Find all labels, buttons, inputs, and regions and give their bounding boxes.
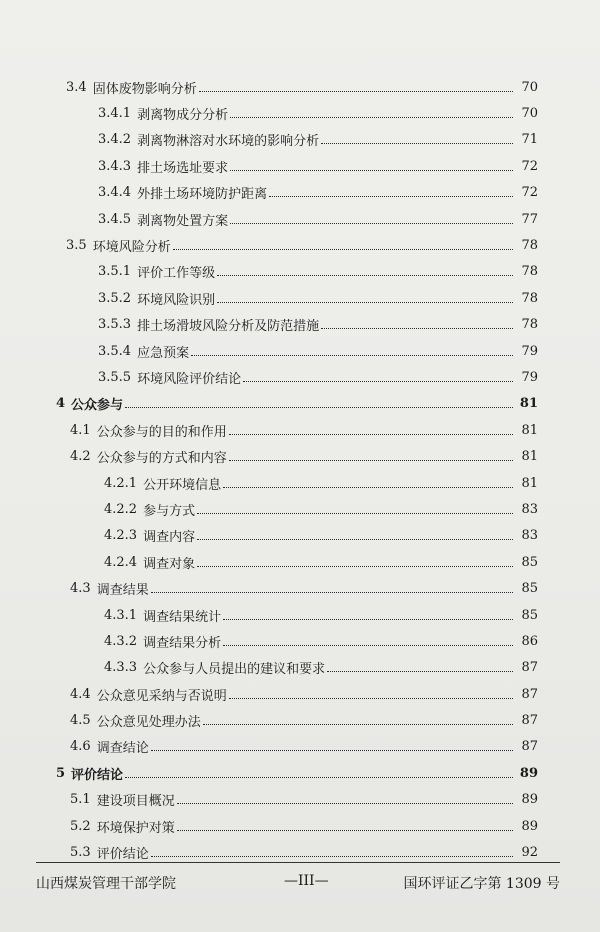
toc-entry-title: 调查结果分析	[143, 635, 222, 651]
toc-entry-title: 评价结论	[71, 767, 124, 783]
toc-entry-page: 83	[521, 501, 538, 517]
toc-entry-title: 排土场滑坡风险分析及防范措施	[137, 319, 320, 335]
toc-entry-page: 78	[521, 290, 538, 306]
toc-entry	[0, 180, 600, 206]
dot-leader	[197, 566, 513, 567]
toc-entry-title: 公众参与的方式和内容	[96, 451, 227, 467]
dot-leader	[269, 196, 513, 197]
toc-entry-page: 70	[521, 79, 538, 95]
toc-entry-title: 调查内容	[143, 530, 196, 546]
toc-entry	[0, 523, 600, 549]
toc-entry	[0, 734, 600, 760]
toc-entry-number: 5.1	[70, 792, 91, 808]
toc-entry-page: 87	[521, 713, 538, 729]
toc-entry-page: 89	[521, 792, 538, 808]
footer-institution: 山西煤炭管理干部学院	[36, 876, 176, 892]
footer-certificate: 国环评证乙字第 1309 号	[403, 876, 560, 892]
toc-entry-number: 3.5.5	[98, 369, 132, 385]
toc-entry-page: 89	[521, 818, 538, 834]
toc-entry-number: 4.2.2	[104, 501, 138, 517]
toc-entry-number: 5.2	[70, 818, 91, 834]
toc-entry	[0, 813, 600, 839]
toc-entry-number: 3.5	[66, 238, 87, 254]
toc-entry	[0, 312, 600, 338]
toc-entry	[0, 100, 600, 126]
toc-entry-page: 78	[521, 238, 538, 254]
toc-entry	[0, 602, 600, 628]
toc-entry-number: 4.4	[70, 686, 91, 702]
toc-entry-title: 环境保护对策	[96, 820, 175, 836]
dot-leader	[177, 830, 513, 831]
toc-entry	[0, 655, 600, 681]
dot-leader	[229, 698, 513, 699]
toc-entry-page: 85	[521, 607, 538, 623]
dot-leader	[173, 249, 513, 250]
toc-entry-title: 环境风险评价结论	[137, 371, 242, 387]
toc-entry-page: 78	[521, 317, 538, 333]
toc-entry-page: 72	[521, 185, 538, 201]
toc-entry-number: 3.4.3	[98, 158, 132, 174]
toc-entry-page: 85	[521, 581, 538, 597]
toc-entry-page: 81	[521, 422, 538, 438]
toc-entry-number: 4.5	[70, 713, 91, 729]
dot-leader	[243, 381, 513, 382]
toc-entry	[0, 153, 600, 179]
dot-leader	[321, 328, 513, 329]
toc-entry-number: 5.3	[70, 845, 91, 861]
toc-entry-page: 87	[521, 739, 538, 755]
dot-leader	[197, 513, 513, 514]
dot-leader	[197, 539, 513, 540]
toc-entry-page: 79	[521, 343, 538, 359]
dot-leader	[229, 434, 513, 435]
toc-entry-number: 3.5.3	[98, 317, 132, 333]
toc-entry-page: 81	[519, 396, 538, 412]
toc-entry-title: 环境风险分析	[92, 240, 171, 256]
dot-leader	[223, 619, 513, 620]
toc-entry	[0, 628, 600, 654]
toc-entry-title: 剥离物处置方案	[137, 213, 229, 229]
table-of-contents	[0, 74, 600, 866]
toc-entry	[0, 417, 600, 443]
toc-entry-title: 公众意见采纳与否说明	[96, 688, 227, 704]
dot-leader	[223, 645, 513, 646]
toc-entry-number: 4.3.3	[104, 660, 138, 676]
toc-entry	[0, 127, 600, 153]
toc-entry-page: 92	[521, 845, 538, 861]
toc-entry-title: 参与方式	[143, 503, 196, 519]
dot-leader	[151, 856, 513, 857]
toc-entry-number: 4.3.1	[104, 607, 138, 623]
footer-page-number: —III—	[284, 873, 329, 889]
toc-entry	[0, 232, 600, 258]
toc-entry-number: 4.2.1	[104, 475, 138, 491]
toc-entry-number: 3.4.1	[98, 106, 132, 122]
toc-entry-number: 4.6	[70, 739, 91, 755]
toc-entry-title: 评价工作等级	[137, 266, 216, 282]
toc-entry-page: 77	[521, 211, 538, 227]
toc-entry-page: 78	[521, 264, 538, 280]
toc-entry-number: 3.5.2	[98, 290, 132, 306]
toc-entry	[0, 206, 600, 232]
toc-entry-number: 3.4	[66, 79, 87, 95]
toc-entry-title: 排土场选址要求	[137, 160, 229, 176]
toc-entry-page: 86	[521, 633, 538, 649]
toc-entry-title: 外排土场环境防护距离	[137, 187, 268, 203]
toc-entry	[0, 74, 600, 100]
toc-entry	[0, 364, 600, 390]
dot-leader	[199, 91, 513, 92]
toc-entry-number: 5	[56, 765, 66, 781]
dot-leader	[229, 460, 513, 461]
toc-entry	[0, 787, 600, 813]
toc-entry-page: 81	[521, 449, 538, 465]
dot-leader	[217, 302, 513, 303]
dot-leader	[217, 275, 513, 276]
toc-entry-page: 87	[521, 686, 538, 702]
toc-entry-title: 环境风险识别	[137, 292, 216, 308]
toc-entry	[0, 549, 600, 575]
toc-entry-page: 85	[521, 554, 538, 570]
toc-entry-title: 调查结果	[96, 583, 149, 599]
page-footer	[36, 862, 560, 903]
toc-entry-page: 81	[521, 475, 538, 491]
dot-leader	[203, 724, 513, 725]
toc-entry-title: 调查结果统计	[143, 609, 222, 625]
toc-entry-number: 4.3.2	[104, 633, 138, 649]
toc-entry-page: 87	[521, 660, 538, 676]
toc-entry	[0, 496, 600, 522]
dot-leader	[191, 355, 513, 356]
dot-leader	[230, 117, 513, 118]
toc-entry-title: 公众参与的目的和作用	[96, 424, 227, 440]
toc-entry-page: 79	[521, 369, 538, 385]
toc-entry-number: 4.1	[70, 422, 91, 438]
toc-entry-title: 剥离物淋溶对水环境的影响分析	[137, 134, 320, 150]
toc-entry-number: 4.2.3	[104, 528, 138, 544]
toc-entry-number: 4.2.4	[104, 554, 138, 570]
toc-entry-page: 89	[519, 765, 538, 781]
dot-leader	[177, 803, 513, 804]
dot-leader	[223, 487, 513, 488]
toc-entry-page: 71	[521, 132, 538, 148]
toc-entry	[0, 760, 600, 786]
toc-entry-number: 4.2	[70, 449, 91, 465]
dot-leader	[321, 143, 513, 144]
toc-entry-title: 调查结论	[96, 741, 149, 757]
toc-entry-title: 建设项目概况	[96, 794, 175, 810]
toc-entry	[0, 338, 600, 364]
dot-leader	[327, 671, 513, 672]
toc-entry-title: 公众参与人员提出的建议和要求	[143, 662, 326, 678]
dot-leader	[151, 750, 513, 751]
toc-entry	[0, 470, 600, 496]
toc-entry-number: 3.4.5	[98, 211, 132, 227]
toc-entry-number: 4	[56, 396, 66, 412]
toc-entry-title: 剥离物成分分析	[137, 108, 229, 124]
toc-entry-number: 4.3	[70, 581, 91, 597]
toc-entry-title: 固体废物影响分析	[92, 81, 197, 97]
toc-entry	[0, 285, 600, 311]
dot-leader	[125, 407, 513, 408]
dot-leader	[125, 777, 513, 778]
dot-leader	[230, 223, 513, 224]
toc-entry	[0, 575, 600, 601]
toc-entry-page: 83	[521, 528, 538, 544]
toc-entry-title: 应急预案	[137, 345, 190, 361]
toc-entry-title: 评价结论	[96, 847, 149, 863]
toc-entry-number: 3.5.4	[98, 343, 132, 359]
toc-entry-number: 3.4.2	[98, 132, 132, 148]
toc-entry-title: 调查对象	[143, 556, 196, 572]
toc-entry-number: 3.5.1	[98, 264, 132, 280]
toc-entry	[0, 259, 600, 285]
toc-entry-title: 公众意见处理办法	[96, 715, 201, 731]
toc-entry-number: 3.4.4	[98, 185, 132, 201]
toc-entry-title: 公众参与	[71, 398, 124, 414]
toc-entry-page: 70	[521, 106, 538, 122]
dot-leader	[230, 170, 513, 171]
toc-entry	[0, 707, 600, 733]
dot-leader	[151, 592, 513, 593]
toc-entry	[0, 391, 600, 417]
toc-entry	[0, 443, 600, 469]
toc-entry-page: 72	[521, 158, 538, 174]
toc-entry-title: 公开环境信息	[143, 477, 222, 493]
toc-entry	[0, 681, 600, 707]
